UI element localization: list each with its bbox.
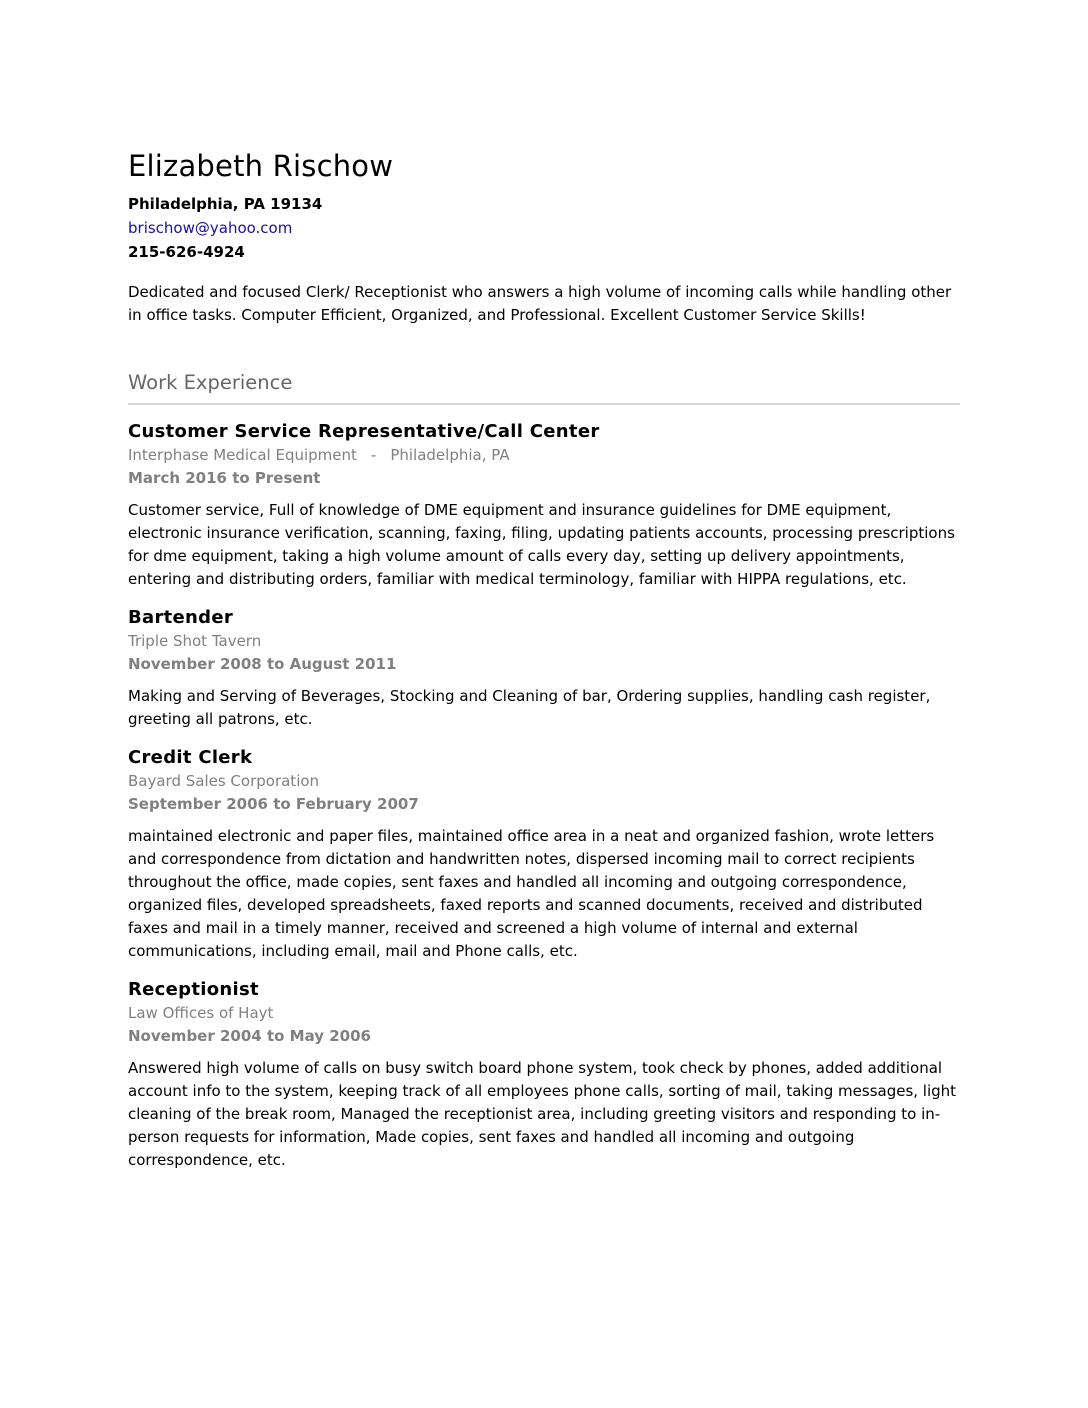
- section-title-work-experience: Work Experience: [128, 369, 960, 405]
- employer-name: Bayard Sales Corporation: [128, 772, 320, 790]
- job-description: Customer service, Full of knowledge of DME equipment and insurance guidelines for DME equipment, electronic insurance verification, scanning, faxing, filing, updating patients accounts, processing prescriptions for dme equipment, taking a high volume amount of calls every day, setting up delivery appointments, entering and distributing orders, familiar with medical terminology, familiar with HIPPA regulations, etc.: [128, 501, 955, 588]
- employer-separator: -: [370, 446, 377, 464]
- email-link[interactable]: brischow@yahoo.com: [128, 219, 293, 237]
- job-title: Customer Service Representative/Call Center: [128, 421, 600, 442]
- job-entry: [128, 978, 960, 1172]
- job-description: Answered high volume of calls on busy switch board phone system, took check by phones, added additional account info to the system, keeping track of all employees phone calls, sorting of mail, taking messages, light cleaning of the break room, Managed the receptionist area, including greeting visitors and responding to in-person requests for information, Made copies, sent faxes and handled all incoming and outgoing correspondence, etc.: [128, 1059, 957, 1169]
- summary: Dedicated and focused Clerk/ Receptionist who answers a high volume of incoming calls while handling other in office tasks. Computer Efficient, Organized, and Professional. Excellent Customer Service Skills!: [128, 283, 952, 324]
- job-description: Making and Serving of Beverages, Stocking and Cleaning of bar, Ordering supplies, handling cash register, greeting all patrons, etc.: [128, 687, 931, 728]
- job-dates: November 2004 to May 2006: [128, 1027, 371, 1045]
- job-dates: March 2016 to Present: [128, 469, 321, 487]
- employer-name: Interphase Medical Equipment: [128, 446, 357, 464]
- phone-number: 215-626-4924: [128, 243, 245, 261]
- job-description: maintained electronic and paper files, maintained office area in a neat and organized fashion, wrote letters and correspondence from dictation and handwritten notes, dispersed incoming mail to correct recipients throughout the office, made copies, sent faxes and handled all incoming and outgoing correspondence, organized files, developed spreadsheets, faxed reports and scanned documents, received and distributed faxes and mail in a timely manner, received and screened a high volume of internal and external communications, including email, mail and Phone calls, etc.: [128, 827, 935, 960]
- job-entry: [128, 420, 960, 591]
- job-dates: September 2006 to February 2007: [128, 795, 419, 813]
- resume-page: [128, 148, 960, 1172]
- job-title: Receptionist: [128, 979, 259, 1000]
- job-entry: [128, 746, 960, 963]
- job-title: Credit Clerk: [128, 747, 253, 768]
- job-dates: November 2008 to August 2011: [128, 655, 397, 673]
- employer-line: [128, 444, 960, 467]
- job-entry: [128, 606, 960, 731]
- employer-name: Triple Shot Tavern: [128, 632, 262, 650]
- job-title: Bartender: [128, 607, 234, 628]
- candidate-name: Elizabeth Rischow: [128, 149, 394, 183]
- location: Philadelphia, PA 19134: [128, 195, 323, 213]
- employer-location: Philadelphia, PA: [390, 446, 510, 464]
- employer-name: Law Offices of Hayt: [128, 1004, 274, 1022]
